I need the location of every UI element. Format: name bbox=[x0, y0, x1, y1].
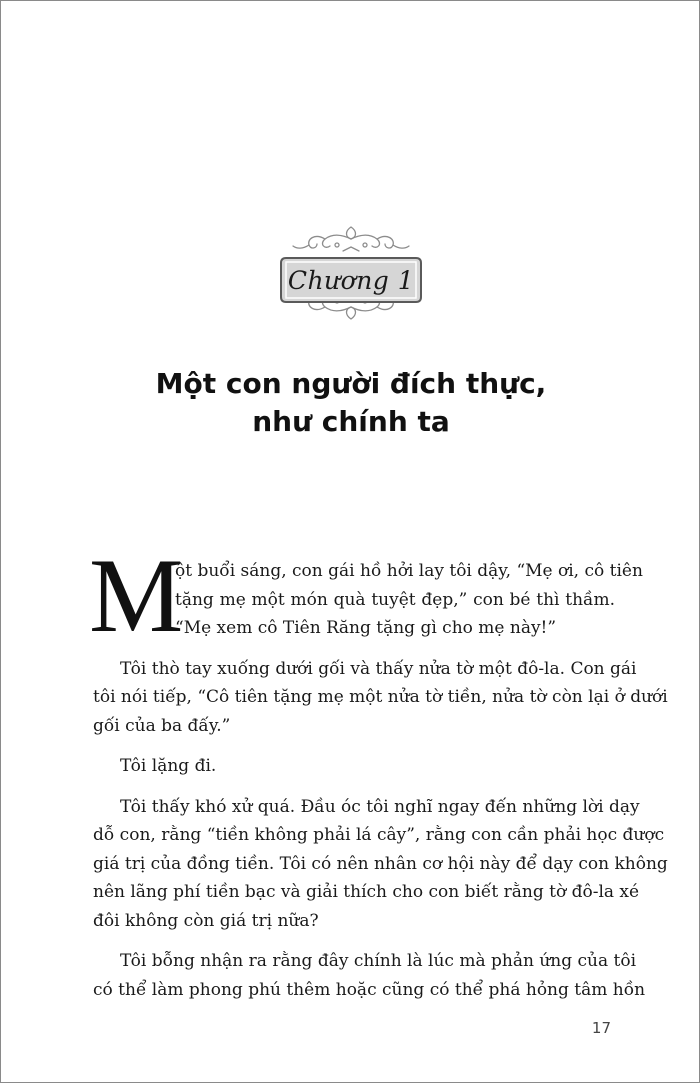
text-line: Tôi thò tay xuống dưới gối và thấy nửa tờ một đô-la. Con gái bbox=[120, 658, 637, 679]
drop-cap: M bbox=[89, 537, 184, 654]
text-line: có thể làm phong phú thêm hoặc cũng có thể phá hỏng tâm hồn bbox=[93, 979, 646, 1000]
text-line: gối của ba đấy.” bbox=[93, 715, 231, 736]
paragraph-4 bbox=[93, 793, 668, 936]
text-line: “Mẹ xem cô Tiên Răng tặng gì cho mẹ này!” bbox=[175, 618, 557, 638]
paragraph-1 bbox=[89, 537, 643, 654]
paragraph-5 bbox=[93, 947, 646, 1004]
page-number: 17 bbox=[591, 1019, 611, 1037]
text-line: giá trị của đồng tiền. Tôi có nên nhân cơ hội này để dạy con không bbox=[93, 853, 668, 874]
chapter-label: Chương 1 bbox=[287, 265, 415, 295]
chapter-title-line-2: như chính ta bbox=[252, 405, 450, 438]
text-line: ột buổi sáng, con gái hồ hởi lay tôi dậy, “Mẹ ơi, cô tiên bbox=[175, 561, 643, 581]
text-line: Tôi bỗng nhận ra rằng đây chính là lúc mà phản ứng của tôi bbox=[120, 951, 637, 971]
paragraph-3 bbox=[93, 752, 615, 781]
chapter-title-line-1: Một con người đích thực, bbox=[155, 367, 547, 400]
text-line: dỗ con, rằng “tiền không phải lá cây”, rằng con cần phải học được bbox=[93, 825, 665, 845]
text-line: Tôi lặng đi. bbox=[120, 756, 217, 776]
text-line: đôi không còn giá trị nữa? bbox=[93, 910, 319, 931]
chapter-title bbox=[61, 365, 641, 441]
text-line: nên lãng phí tiền bạc và giải thích cho con biết rằng tờ đô-la xé bbox=[93, 882, 640, 902]
text-line: tặng mẹ một món quà tuyệt đẹp,” con bé thì thầm. bbox=[175, 589, 615, 610]
text-line: Tôi thấy khó xử quá. Đầu óc tôi nghĩ ngay đến những lời dạy bbox=[120, 796, 640, 817]
paragraph-2 bbox=[93, 655, 668, 741]
text-line: tôi nói tiếp, “Cô tiên tặng mẹ một nửa tờ tiền, nửa tờ còn lại ở dưới bbox=[93, 687, 668, 707]
body-text bbox=[89, 537, 668, 1004]
